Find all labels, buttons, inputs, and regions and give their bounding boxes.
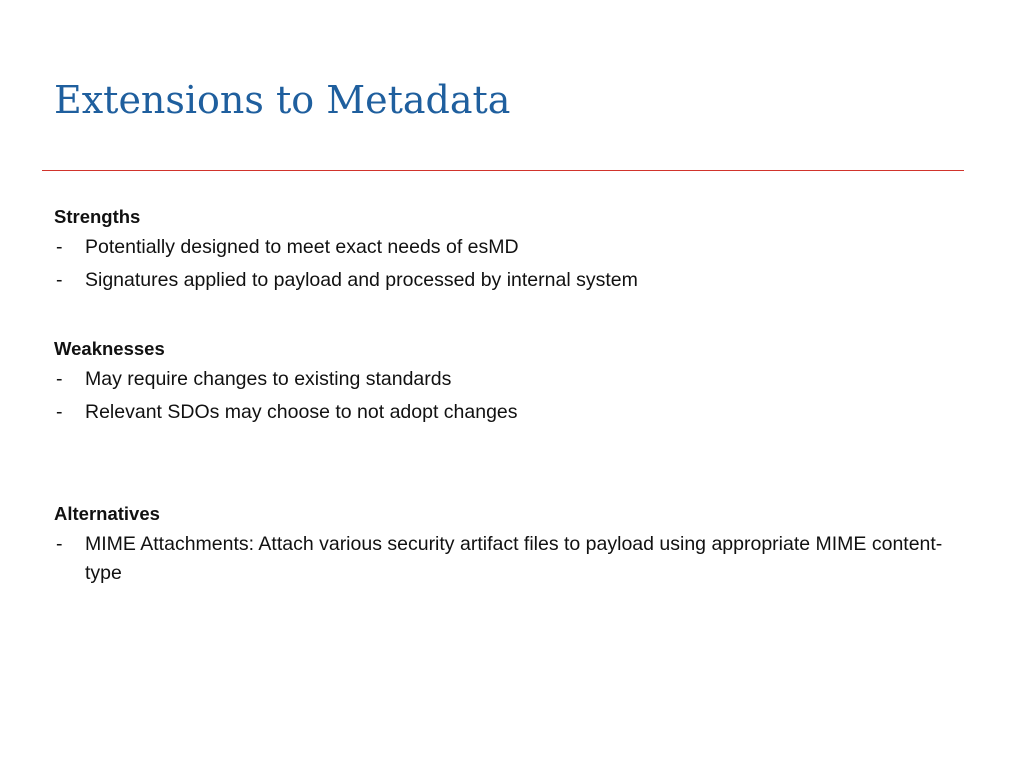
section-heading: Weaknesses: [54, 338, 165, 359]
bullet-list: [54, 530, 954, 588]
list-item: [54, 530, 954, 588]
bullet-list: [54, 365, 954, 427]
list-item: [54, 398, 954, 427]
list-item: [54, 266, 954, 295]
bullet-dash: -: [56, 269, 63, 291]
section-strengths: [54, 200, 954, 295]
list-item-text: Relevant SDOs may choose to not adopt changes: [85, 401, 518, 423]
title-divider: [42, 170, 964, 171]
section-heading: Alternatives: [54, 503, 160, 524]
section-heading: Strengths: [54, 206, 141, 227]
slide-body: [54, 200, 954, 592]
list-item-text: Signatures applied to payload and processed by internal system: [85, 269, 638, 291]
section-weaknesses: [54, 332, 954, 427]
spacer: [54, 431, 954, 497]
bullet-dash: -: [56, 368, 63, 390]
spacer: [54, 299, 954, 332]
section-alternatives: [54, 497, 954, 588]
list-item-text: Potentially designed to meet exact needs of esMD: [85, 236, 519, 258]
list-item: [54, 233, 954, 262]
list-item-text: May require changes to existing standards: [85, 368, 452, 390]
bullet-dash: -: [56, 236, 63, 258]
list-item-text: MIME Attachments: Attach various security artifact files to payload using appropriate MIME content-type: [85, 533, 943, 584]
bullet-dash: -: [56, 401, 63, 423]
bullet-dash: -: [56, 533, 63, 555]
list-item: [54, 365, 954, 394]
bullet-list: [54, 233, 954, 295]
slide-title: Extensions to Metadata: [54, 78, 511, 122]
